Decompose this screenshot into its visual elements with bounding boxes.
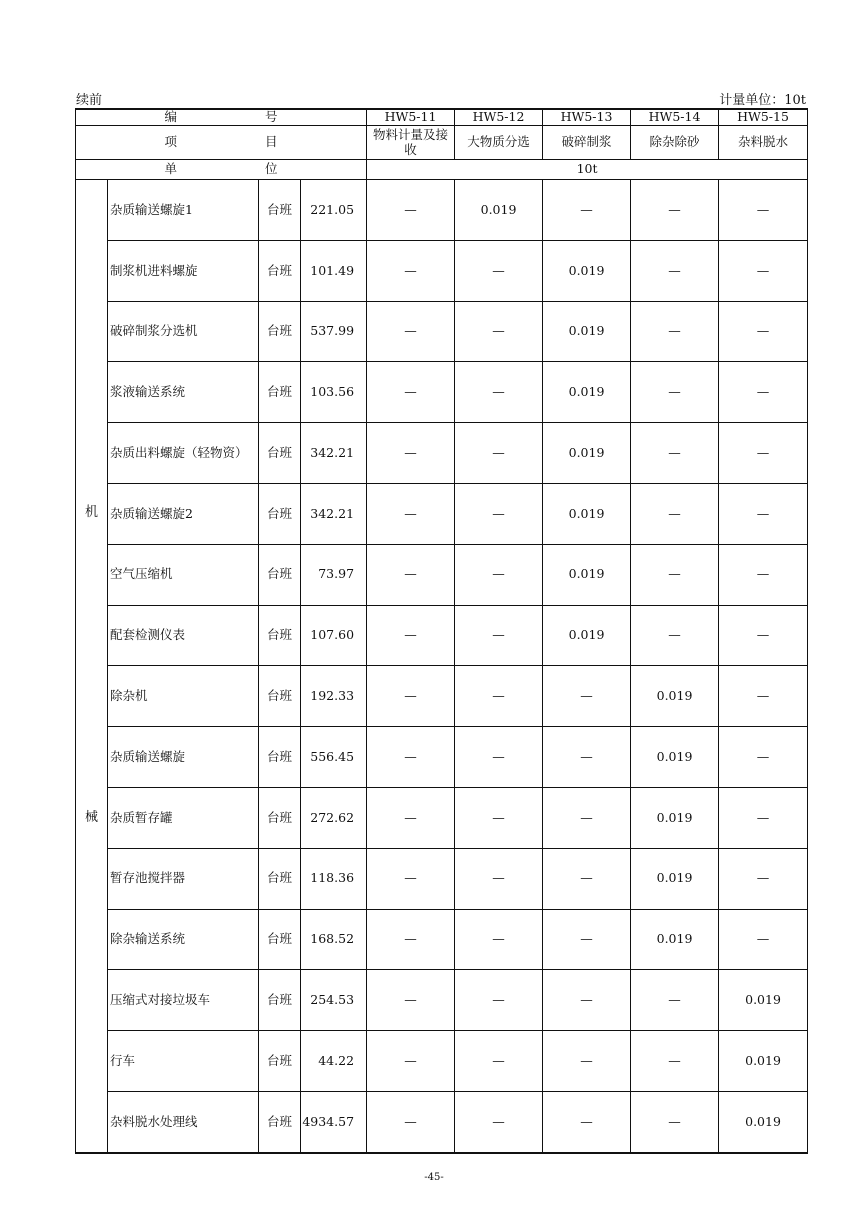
- machine-name: 空气压缩机: [108, 544, 259, 605]
- quota-value: —: [543, 909, 631, 970]
- quota-value: —: [455, 970, 543, 1031]
- item-name-cell: 物料计量及接收: [367, 126, 455, 160]
- machine-unit: 台班: [259, 909, 301, 970]
- quota-value: —: [719, 301, 808, 362]
- quota-value: —: [455, 605, 543, 666]
- table-row: [76, 727, 808, 788]
- table-row: [76, 423, 808, 484]
- machine-unit: 台班: [259, 423, 301, 484]
- quota-table: [75, 108, 808, 1154]
- quota-value: —: [543, 848, 631, 909]
- quota-value: —: [719, 666, 808, 727]
- machine-unit: 台班: [259, 666, 301, 727]
- quota-value: —: [631, 605, 719, 666]
- category-cell: [76, 180, 108, 1153]
- code-cell: HW5-12: [455, 109, 543, 126]
- machine-unit: 台班: [259, 483, 301, 544]
- quota-value: —: [543, 1091, 631, 1152]
- quota-value: —: [631, 1031, 719, 1092]
- quota-value: —: [455, 240, 543, 301]
- quota-value: —: [455, 727, 543, 788]
- item-name-cell: 除杂除砂: [631, 126, 719, 160]
- quota-value: —: [719, 909, 808, 970]
- quota-value: —: [631, 423, 719, 484]
- machine-price: 342.21: [301, 483, 367, 544]
- machine-price: 272.62: [301, 787, 367, 848]
- quota-value: —: [631, 362, 719, 423]
- quota-value: 0.019: [631, 787, 719, 848]
- machine-unit: 台班: [259, 848, 301, 909]
- machine-name: 除杂机: [108, 666, 259, 727]
- quota-value: —: [719, 423, 808, 484]
- machine-price: 168.52: [301, 909, 367, 970]
- machine-price: 342.21: [301, 423, 367, 484]
- quota-value: —: [543, 970, 631, 1031]
- quota-value: 0.019: [719, 1091, 808, 1152]
- quota-value: —: [631, 970, 719, 1031]
- machine-name: 浆液输送系统: [108, 362, 259, 423]
- table-row: [76, 544, 808, 605]
- table-row: [76, 362, 808, 423]
- item-name-cell: 杂料脱水: [719, 126, 808, 160]
- item-row: [76, 126, 808, 160]
- machine-name: 杂质输送螺旋2: [108, 483, 259, 544]
- header-unit: 计量单位：10t: [719, 93, 806, 108]
- quota-value: —: [367, 423, 455, 484]
- machine-price: 101.49: [301, 240, 367, 301]
- quota-value: —: [719, 240, 808, 301]
- quota-value: —: [455, 666, 543, 727]
- table-row: [76, 1031, 808, 1092]
- quota-value: 0.019: [631, 727, 719, 788]
- quota-value: —: [367, 544, 455, 605]
- machine-name: 破碎制浆分选机: [108, 301, 259, 362]
- quota-value: —: [631, 544, 719, 605]
- machine-unit: 台班: [259, 1031, 301, 1092]
- table-row: [76, 909, 808, 970]
- quota-value: —: [631, 483, 719, 544]
- quota-value: 0.019: [543, 423, 631, 484]
- table-row: [76, 970, 808, 1031]
- machine-name: 制浆机进料螺旋: [108, 240, 259, 301]
- quota-value: —: [719, 180, 808, 241]
- machine-unit: 台班: [259, 970, 301, 1031]
- machine-unit: 台班: [259, 787, 301, 848]
- quota-value: 0.019: [543, 483, 631, 544]
- machine-name: 除杂输送系统: [108, 909, 259, 970]
- item-name-cell: 大物质分选: [455, 126, 543, 160]
- quota-value: —: [367, 483, 455, 544]
- machine-price: 254.53: [301, 970, 367, 1031]
- category-char: 械: [84, 809, 98, 825]
- quota-value: 0.019: [455, 180, 543, 241]
- machine-price: 4934.57: [301, 1091, 367, 1152]
- quota-value: —: [543, 727, 631, 788]
- quota-value: 0.019: [631, 666, 719, 727]
- quota-value: —: [455, 1031, 543, 1092]
- machine-name: 行车: [108, 1031, 259, 1092]
- item-name-cell: 破碎制浆: [543, 126, 631, 160]
- quota-value: —: [455, 301, 543, 362]
- machine-name: 暂存池搅拌器: [108, 848, 259, 909]
- table-row: [76, 483, 808, 544]
- machine-name: 配套检测仪表: [108, 605, 259, 666]
- machine-price: 192.33: [301, 666, 367, 727]
- quota-value: —: [455, 362, 543, 423]
- page-number: -45-: [424, 1172, 444, 1183]
- quota-value: —: [543, 666, 631, 727]
- quota-value: —: [367, 909, 455, 970]
- quota-value: —: [631, 301, 719, 362]
- quota-value: —: [455, 909, 543, 970]
- quota-value: 0.019: [631, 909, 719, 970]
- machine-unit: 台班: [259, 544, 301, 605]
- table-row: [76, 848, 808, 909]
- quota-value: —: [543, 787, 631, 848]
- machine-name: 压缩式对接垃圾车: [108, 970, 259, 1031]
- machine-price: 221.05: [301, 180, 367, 241]
- quota-value: —: [631, 1091, 719, 1152]
- quota-value: —: [719, 362, 808, 423]
- quota-value: —: [455, 848, 543, 909]
- quota-value: —: [719, 483, 808, 544]
- item-label: 项 目: [76, 126, 367, 160]
- unit-label: 单 位: [76, 160, 367, 180]
- machine-unit: 台班: [259, 605, 301, 666]
- machine-price: 556.45: [301, 727, 367, 788]
- quota-value: —: [367, 362, 455, 423]
- quota-value: —: [455, 544, 543, 605]
- quota-value: —: [367, 848, 455, 909]
- quota-value: —: [631, 180, 719, 241]
- table-row: [76, 180, 808, 241]
- quota-value: —: [367, 240, 455, 301]
- quota-value: —: [367, 1091, 455, 1152]
- code-cell: HW5-11: [367, 109, 455, 126]
- quota-value: —: [367, 666, 455, 727]
- machine-price: 73.97: [301, 544, 367, 605]
- machine-name: 杂料脱水处理线: [108, 1091, 259, 1152]
- quota-value: 0.019: [719, 1031, 808, 1092]
- quota-value: —: [719, 727, 808, 788]
- quota-value: 0.019: [543, 605, 631, 666]
- machine-unit: 台班: [259, 301, 301, 362]
- machine-unit: 台班: [259, 1091, 301, 1152]
- quota-value: —: [543, 1031, 631, 1092]
- machine-name: 杂质暂存罐: [108, 787, 259, 848]
- quota-value: —: [631, 240, 719, 301]
- machine-price: 107.60: [301, 605, 367, 666]
- quota-value: —: [367, 605, 455, 666]
- quota-value: 0.019: [543, 301, 631, 362]
- quota-value: —: [719, 787, 808, 848]
- unit-value: 10t: [367, 160, 808, 180]
- machine-price: 103.56: [301, 362, 367, 423]
- quota-value: —: [719, 544, 808, 605]
- quota-value: —: [367, 787, 455, 848]
- quota-value: —: [367, 727, 455, 788]
- machine-unit: 台班: [259, 362, 301, 423]
- table-row: [76, 1091, 808, 1152]
- quota-value: —: [367, 1031, 455, 1092]
- quota-value: —: [367, 970, 455, 1031]
- unit-row: [76, 160, 808, 180]
- table-row: [76, 666, 808, 727]
- quota-value: 0.019: [543, 544, 631, 605]
- quota-value: 0.019: [631, 848, 719, 909]
- quota-value: —: [719, 605, 808, 666]
- quota-value: 0.019: [543, 362, 631, 423]
- machine-unit: 台班: [259, 727, 301, 788]
- table-row: [76, 787, 808, 848]
- table-row: [76, 240, 808, 301]
- machine-name: 杂质输送螺旋: [108, 727, 259, 788]
- code-label: 编 号: [76, 109, 367, 126]
- machine-price: 537.99: [301, 301, 367, 362]
- quota-value: 0.019: [719, 970, 808, 1031]
- quota-value: —: [455, 483, 543, 544]
- code-cell: HW5-13: [543, 109, 631, 126]
- code-row: [76, 109, 808, 126]
- machine-name: 杂质输送螺旋1: [108, 180, 259, 241]
- quota-value: —: [543, 180, 631, 241]
- quota-value: —: [719, 848, 808, 909]
- category-char: 机: [84, 504, 98, 520]
- header-left: 续前: [76, 93, 103, 108]
- quota-value: —: [367, 180, 455, 241]
- quota-value: —: [455, 787, 543, 848]
- quota-value: —: [367, 301, 455, 362]
- table-row: [76, 301, 808, 362]
- quota-value: 0.019: [543, 240, 631, 301]
- quota-value: —: [455, 1091, 543, 1152]
- code-cell: HW5-14: [631, 109, 719, 126]
- table-row: [76, 605, 808, 666]
- machine-price: 118.36: [301, 848, 367, 909]
- quota-value: —: [455, 423, 543, 484]
- code-cell: HW5-15: [719, 109, 808, 126]
- machine-unit: 台班: [259, 240, 301, 301]
- machine-price: 44.22: [301, 1031, 367, 1092]
- machine-unit: 台班: [259, 180, 301, 241]
- machine-name: 杂质出料螺旋（轻物资）: [108, 423, 259, 484]
